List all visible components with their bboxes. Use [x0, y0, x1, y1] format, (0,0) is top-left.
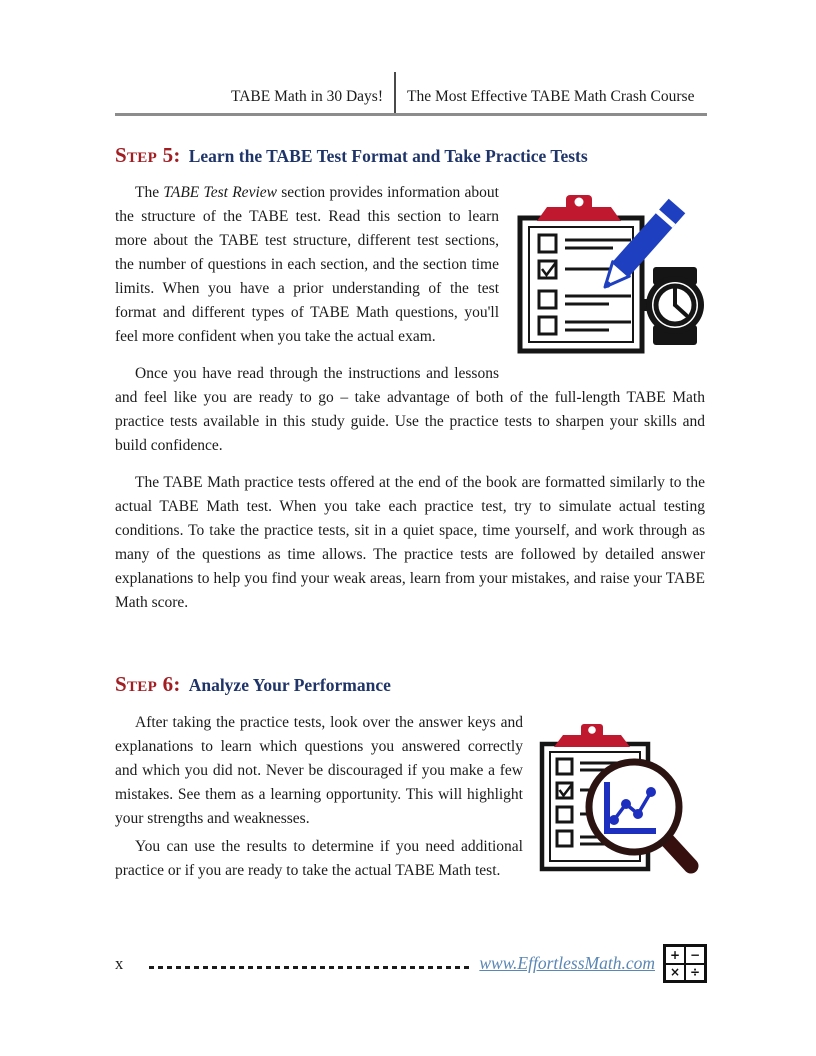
calculator-logo-icon	[663, 944, 707, 983]
step5-title: Learn the TABE Test Format and Take Practice Tests	[188, 146, 588, 166]
divide-icon: ÷	[686, 965, 704, 981]
step5-paragraph-3: The TABE Math practice tests offered at the end of the book are formatted similarly to the actual TABE Math test. When you take each practice test, try to simulate actual testing conditions. To take the practice tests, sit in a quiet space, time yourself, and work through as many of the questions as time allows. The practice tests are followed by detailed answer explanations to help you find your weak areas, learn from your mistakes, and raise your TABE Math score.	[115, 474, 705, 612]
header-book-title: TABE Math in 30 Days!	[230, 88, 383, 105]
italic-phrase: TABE Test Review	[163, 184, 277, 202]
clipboard-magnifier-svg	[535, 719, 705, 877]
step5-label: Step 5:	[115, 143, 181, 167]
footer-dashed-line	[149, 966, 471, 969]
multiply-icon: ×	[666, 965, 684, 981]
paragraph-text: section provides information about the structure of the TABE test. Read this section to learn more about the TABE test structure, different test sections, the number of questions in each section, and the section time limits. When you have a prior understanding of the test format and different types of TABE Math questions, you'll feel more confident when you take the actual exam.	[115, 184, 499, 346]
step5-heading	[115, 142, 705, 168]
step5-section	[115, 181, 705, 615]
page-number: x	[115, 953, 124, 973]
step6-paragraph-1: After taking the practice tests, look over the answer keys and explanations to learn which questions you answered correctly and which you did not. Never be discouraged if you make a few mistakes. See them as a learning opportunity. This will highlight your strengths and weaknesses.	[115, 713, 523, 827]
step6-label: Step 6:	[115, 672, 181, 697]
header-subtitle: The Most Effective TABE Math Crash Course	[407, 88, 695, 105]
clipboard-pen-clock-svg	[513, 187, 705, 359]
page-header	[115, 72, 707, 116]
clipboard-magnifier-illustration	[535, 719, 705, 877]
step6-paragraph-2: You can use the results to determine if you need additional practice or if you are ready to take the actual TABE Math test.	[115, 837, 523, 879]
clipboard-pen-clock-illustration	[513, 187, 705, 359]
effortlessmath-link[interactable]: www.EffortlessMath.com	[479, 953, 655, 973]
plus-icon: +	[666, 947, 684, 963]
page-footer	[115, 944, 707, 983]
watch-icon	[641, 267, 704, 345]
minus-icon: −	[686, 947, 704, 963]
step6-section	[115, 711, 705, 883]
step6-heading	[115, 671, 705, 697]
step6-title: Analyze Your Performance	[188, 675, 391, 696]
step5-paragraph-2: Once you have read through the instructions and lessons and feel like you are ready to go – take advantage of both of the full-length TABE Math practice tests available in this study guide. Use the practice tests to sharpen your skills and build confidence.	[115, 365, 705, 455]
paragraph-text: The	[135, 184, 164, 202]
